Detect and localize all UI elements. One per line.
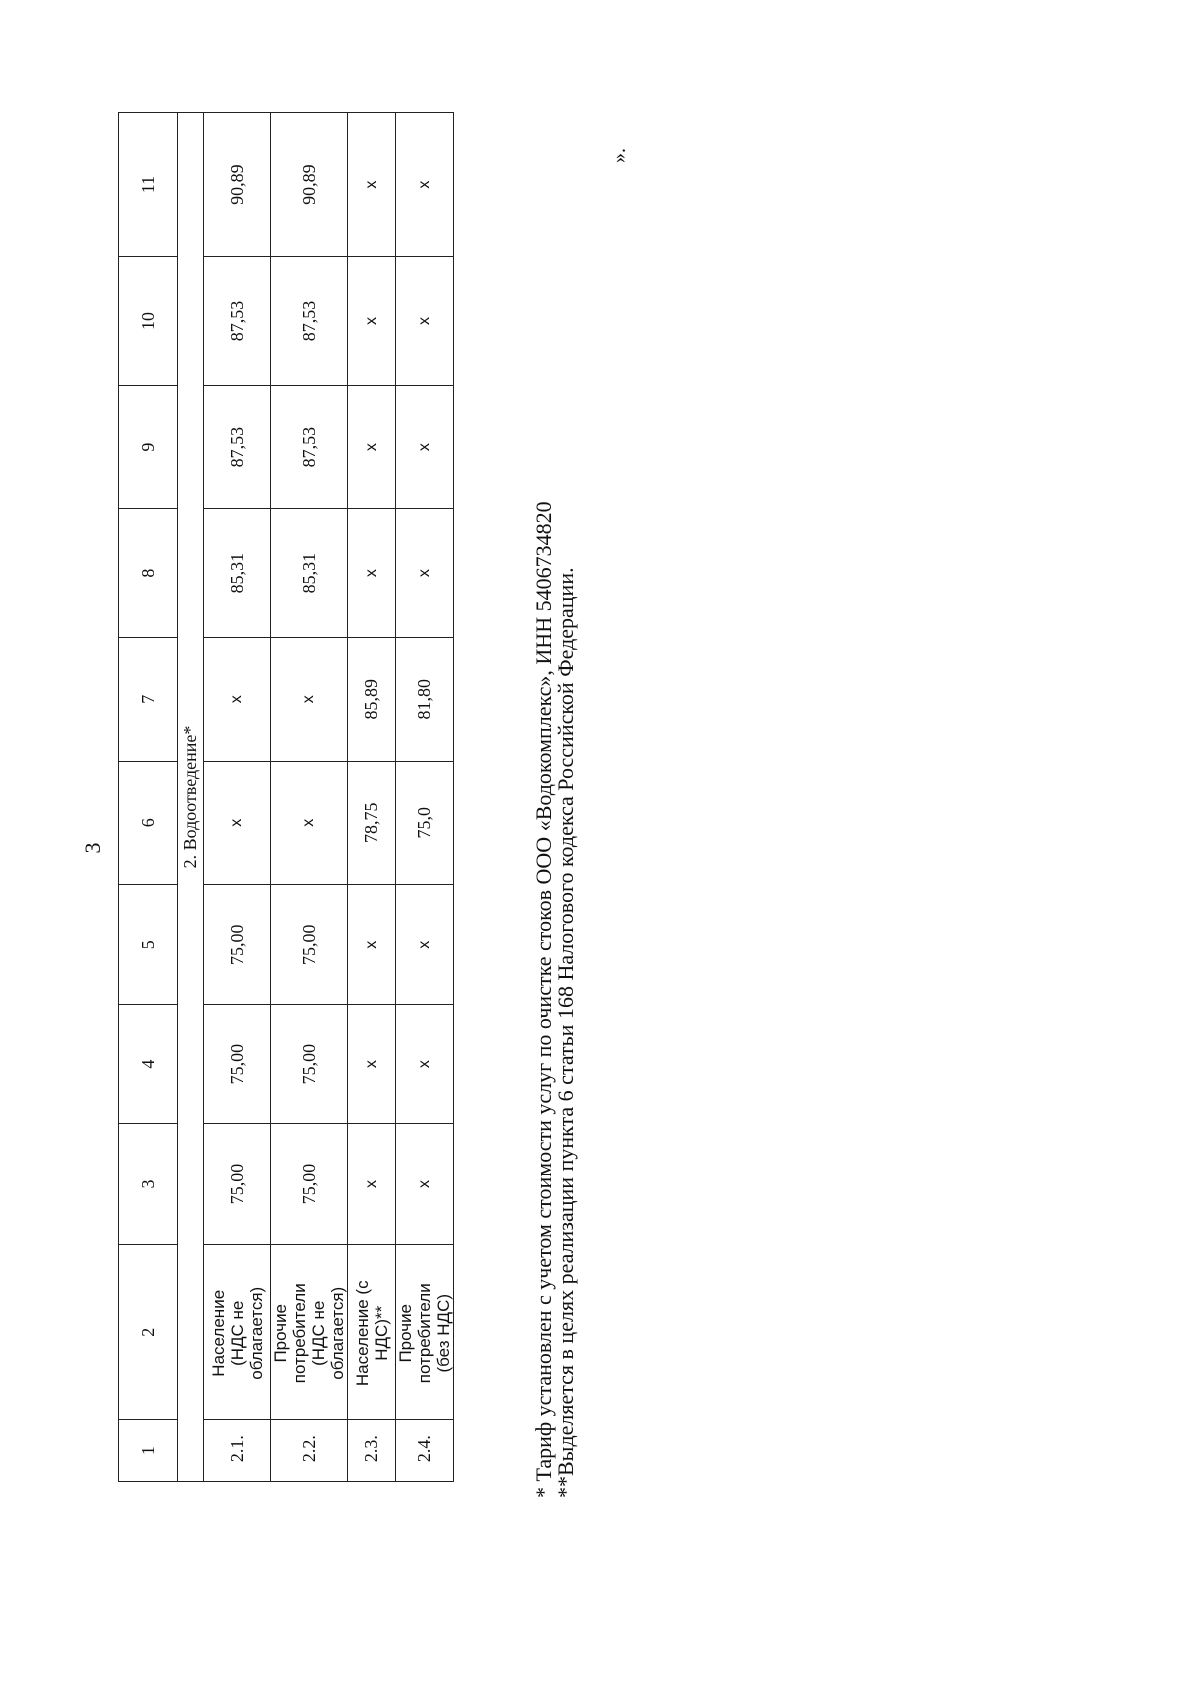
value-cell: 85,31	[204, 509, 271, 638]
page-number: 3	[80, 842, 105, 854]
value-cell: х	[396, 1123, 454, 1244]
consumer-line: (НДС не облагается)	[309, 1286, 347, 1380]
value-cell: 85,31	[271, 509, 348, 638]
value-cell: 87,53	[271, 385, 348, 509]
consumer-line: Прочие потребители	[271, 1283, 309, 1384]
header-cell: 3	[119, 1123, 178, 1244]
footnote-1: * Тариф установлен с учетом стоимости услуг по очистке стоков ООО «Водокомплекс», ИНН 5406734820	[531, 501, 556, 1498]
value-cell: 75,00	[271, 885, 348, 1005]
value-cell: 75,00	[204, 885, 271, 1005]
value-cell: х	[348, 1123, 396, 1244]
row-number: 2.4.	[396, 1420, 454, 1482]
value-cell: х	[271, 638, 348, 762]
value-cell: 75,00	[204, 1005, 271, 1123]
value-cell: х	[271, 761, 348, 885]
value-cell: 90,89	[204, 113, 271, 257]
section-title-row	[178, 113, 204, 1482]
row-number: 2.1.	[204, 1420, 271, 1482]
footnotes	[533, 148, 577, 1498]
header-cell: 5	[119, 885, 178, 1005]
consumer-line: Население (с НДС)**	[352, 1280, 391, 1387]
header-cell: 6	[119, 761, 178, 885]
row-number: 2.3.	[348, 1420, 396, 1482]
value-cell: х	[204, 761, 271, 885]
value-cell: 85,89	[348, 638, 396, 762]
value-cell: 87,53	[204, 257, 271, 386]
consumer-line: Прочие потребители	[396, 1283, 434, 1384]
header-cell: 4	[119, 1005, 178, 1123]
value-cell: х	[396, 1005, 454, 1123]
value-cell: х	[396, 257, 454, 386]
value-cell: х	[348, 385, 396, 509]
header-cell: 11	[119, 113, 178, 257]
value-cell: х	[396, 509, 454, 638]
value-cell: х	[396, 385, 454, 509]
value-cell: 90,89	[271, 113, 348, 257]
value-cell: 75,00	[204, 1123, 271, 1244]
table-row	[204, 113, 271, 1482]
row-number: 2.2.	[271, 1420, 348, 1482]
table-header-row	[119, 113, 178, 1482]
consumer-line: Население	[208, 1289, 228, 1377]
header-cell: 8	[119, 509, 178, 638]
value-cell: 75,00	[271, 1123, 348, 1244]
value-cell: х	[396, 113, 454, 257]
table-row	[271, 113, 348, 1482]
value-cell: х	[348, 1005, 396, 1123]
consumer-line: (без НДС)	[434, 1293, 453, 1373]
closing-quote: ».	[608, 148, 630, 163]
section-title: 2. Водоотведение*	[178, 113, 204, 1482]
value-cell: 87,53	[271, 257, 348, 386]
value-cell: х	[348, 885, 396, 1005]
value-cell: х	[396, 885, 454, 1005]
value-cell: х	[348, 257, 396, 386]
row-consumer-name	[271, 1245, 348, 1420]
row-consumer-name	[204, 1245, 271, 1420]
header-cell: 10	[119, 257, 178, 386]
header-cell: 7	[119, 638, 178, 762]
value-cell: 81,80	[396, 638, 454, 762]
row-consumer-name	[396, 1245, 454, 1420]
tariff-table	[118, 112, 454, 1482]
value-cell: 78,75	[348, 761, 396, 885]
value-cell: 87,53	[204, 385, 271, 509]
table-row	[348, 113, 396, 1482]
consumer-line: (НДС не облагается)	[227, 1286, 266, 1380]
value-cell: 75,0	[396, 761, 454, 885]
value-cell: х	[348, 509, 396, 638]
header-cell: 1	[119, 1420, 178, 1482]
value-cell: х	[348, 113, 396, 257]
table-row	[396, 113, 454, 1482]
value-cell: 75,00	[271, 1005, 348, 1123]
header-cell: 2	[119, 1245, 178, 1420]
footnote-2: **Выделяется в целях реализации пункта 6 статьи 168 Налогового кодекса Российской Федерации.	[553, 567, 578, 1498]
row-consumer-name	[348, 1245, 396, 1420]
value-cell: х	[204, 638, 271, 762]
header-cell: 9	[119, 385, 178, 509]
